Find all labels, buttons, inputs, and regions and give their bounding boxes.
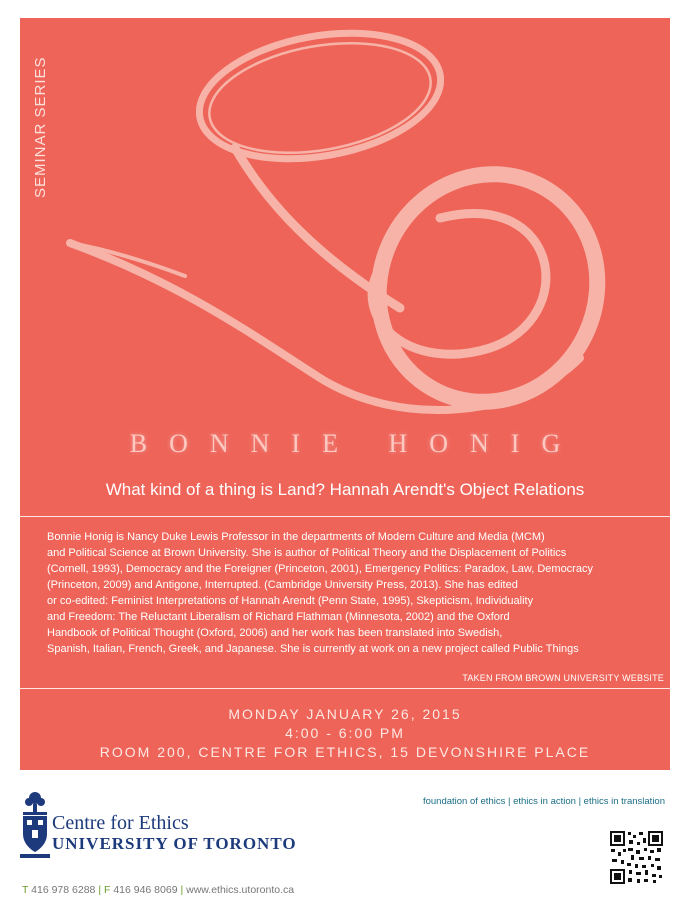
divider-bottom: [20, 688, 670, 689]
centre-taglines: foundation of ethics | ethics in action | ethics in translation: [422, 796, 665, 807]
fax-number: 416 946 8069: [113, 884, 178, 896]
contact-separator: |: [180, 884, 184, 896]
university-crest-icon: [20, 790, 50, 862]
bio-line: (Princeton, 2009) and Antigone, Interrupted. (Cambridge University Press, 2013). She has edited: [47, 579, 518, 591]
event-date: MONDAY JANUARY 26, 2015: [228, 706, 462, 722]
bio-credit: TAKEN FROM BROWN UNIVERSITY WEBSITE: [462, 673, 664, 683]
bio-line: or co-edited: Feminist Interpretations of Hannah Arendt (Penn State, 1995), Skepticism, Individuality: [47, 595, 534, 607]
bio-line: Spanish, Italian, French, Greek, and Japanese. She is currently at work on a new project called Public Things: [47, 643, 579, 655]
bio-line: and Political Science at Brown University. She is author of Political Theory and the Displacement of Politics: [47, 547, 567, 559]
talk-title: What kind of a thing is Land? Hannah Arendt's Object Relations: [105, 480, 585, 499]
speaker-bio: [47, 529, 667, 657]
seminar-poster: [20, 18, 670, 770]
bio-line: Handbook of Political Thought (Oxford, 2006) and her work has been translated into Swedish,: [47, 627, 503, 639]
event-location: ROOM 200, CENTRE FOR ETHICS, 15 DEVONSHIRE PLACE: [99, 744, 591, 760]
contact-separator: |: [98, 884, 102, 896]
bio-line: Bonnie Honig is Nancy Duke Lewis Professor in the departments of Modern Culture and Media (MCM): [47, 531, 545, 543]
bio-line: (Cornell, 1993), Democracy and the Foreigner (Princeton, 2001), Emergency Politics: Paradox, Law, Democracy: [47, 563, 593, 575]
speaker-name: BONNIE HONIG: [129, 429, 583, 458]
divider-top: [20, 516, 670, 517]
centre-name: Centre for Ethics: [52, 812, 189, 834]
contact-info: [22, 884, 294, 896]
university-name: UNIVERSITY OF TORONTO: [52, 834, 297, 853]
event-time: 4:00 - 6:00 PM: [285, 725, 405, 741]
phone-prefix: T: [22, 884, 29, 896]
bio-line: and Freedom: The Reluctant Liberalism of Richard Flathman (Minnesota, 2002) and the Oxford: [47, 611, 510, 623]
series-label: SEMINAR SERIES: [32, 56, 49, 198]
ethics-flourish-graphic: [20, 18, 670, 438]
fax-prefix: F: [103, 884, 111, 896]
website-link[interactable]: www.ethics.utoronto.ca: [186, 884, 295, 896]
qr-code-icon[interactable]: [609, 830, 664, 885]
phone-number: 416 978 6288: [31, 884, 96, 896]
